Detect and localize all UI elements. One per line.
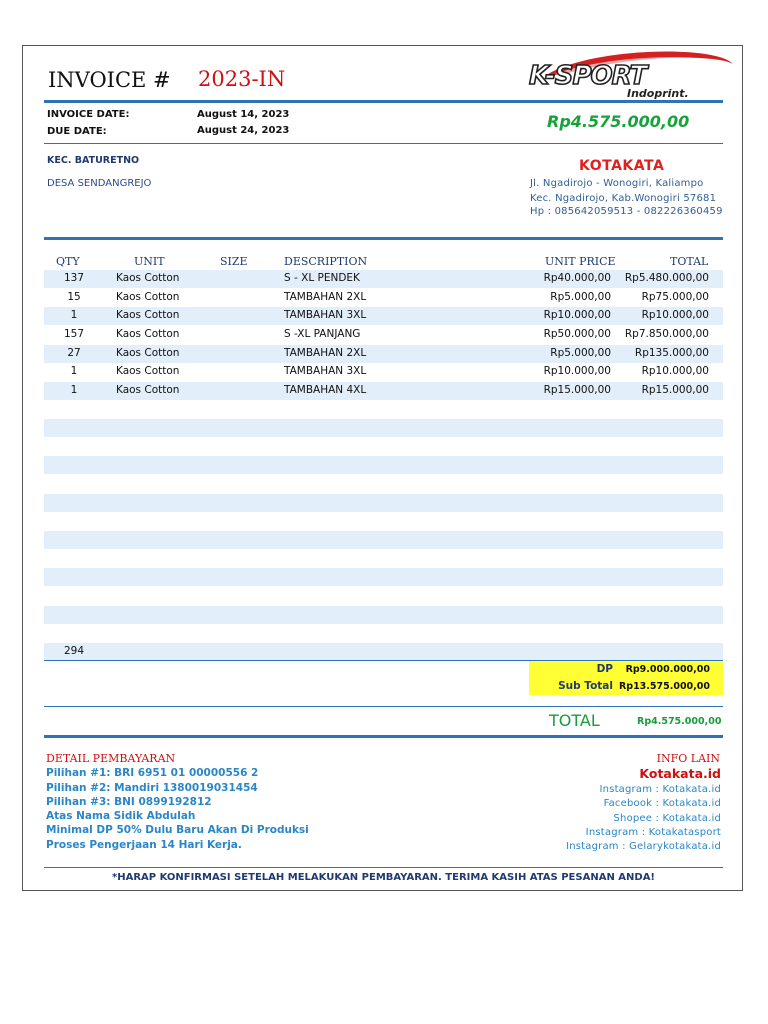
company-address-line2: Kec. Ngadirojo, Kab.Wonogiri 57681 xyxy=(530,193,717,204)
bill-to-line2: DESA SENDANGREJO xyxy=(47,178,152,189)
invoice-date-label: INVOICE DATE: xyxy=(47,109,130,120)
row-unit-price: Rp10.000,00 xyxy=(543,309,611,321)
subtotal-label: Sub Total xyxy=(558,680,613,692)
empty-table-row xyxy=(44,606,723,624)
dp-label: DP xyxy=(596,663,613,675)
table-row xyxy=(44,326,723,344)
due-date-label: DUE DATE: xyxy=(47,126,107,137)
dp-value: Rp9.000.000,00 xyxy=(625,664,710,675)
info-facebook: Facebook : Kotakata.id xyxy=(603,798,721,809)
total-bottom-rule xyxy=(44,735,723,738)
subtotal-row xyxy=(529,678,723,695)
row-unit: Kaos Cotton xyxy=(116,347,180,359)
account-name: Atas Nama Sidik Abdulah xyxy=(46,810,196,822)
empty-table-row xyxy=(44,531,723,549)
row-description: TAMBAHAN 3XL xyxy=(284,309,367,321)
row-description: TAMBAHAN 2XL xyxy=(284,291,367,303)
invoice-title: INVOICE # xyxy=(48,68,171,92)
row-total: Rp5.480.000,00 xyxy=(624,272,709,284)
subtotal-value: Rp13.575.000,00 xyxy=(618,681,710,692)
total-value: Rp4.575.000,00 xyxy=(637,716,722,727)
row-qty: 1 xyxy=(70,309,78,321)
table-row xyxy=(44,363,723,381)
empty-table-row xyxy=(44,568,723,586)
total-top-rule xyxy=(44,706,723,707)
row-total: Rp75.000,00 xyxy=(641,291,709,303)
col-header-qty: QTY xyxy=(56,255,80,268)
company-phone: Hp : 085642059513 - 082226360459 xyxy=(530,206,723,217)
row-description: TAMBAHAN 3XL xyxy=(284,365,367,377)
row-description: TAMBAHAN 2XL xyxy=(284,347,367,359)
company-logo xyxy=(525,50,737,100)
row-total: Rp10.000,00 xyxy=(641,365,709,377)
info-website: Kotakata.id xyxy=(639,766,721,781)
col-header-description: DESCRIPTION xyxy=(284,255,368,268)
dp-row xyxy=(529,661,723,678)
row-qty: 1 xyxy=(70,384,78,396)
minimum-dp-note: Minimal DP 50% Dulu Baru Akan Di Produksi xyxy=(46,824,309,836)
row-unit-price: Rp50.000,00 xyxy=(543,328,611,340)
table-row xyxy=(44,270,723,288)
table-top-divider xyxy=(44,237,723,240)
empty-table-row xyxy=(44,494,723,512)
row-unit: Kaos Cotton xyxy=(116,365,180,377)
due-date-value: August 24, 2023 xyxy=(197,125,290,136)
info-shopee: Shopee : Kotakata.id xyxy=(613,813,721,824)
payment-option-2: Pilihan #2: Mandiri 1380019031454 xyxy=(46,782,258,794)
col-header-total: TOTAL xyxy=(670,255,709,268)
invoice-sheet xyxy=(22,45,743,891)
info-instagram-gelary: Instagram : Gelarykotakata.id xyxy=(566,841,721,852)
row-total: Rp10.000,00 xyxy=(641,309,709,321)
footer-rule xyxy=(44,867,723,868)
row-qty: 27 xyxy=(67,347,81,359)
svg-text:Indoprint.: Indoprint. xyxy=(627,87,689,100)
table-row xyxy=(44,382,723,400)
row-description: TAMBAHAN 4XL xyxy=(284,384,367,396)
empty-table-row xyxy=(44,456,723,474)
row-qty: 137 xyxy=(63,272,85,284)
row-unit-price: Rp5.000,00 xyxy=(550,347,611,359)
invoice-date-value: August 14, 2023 xyxy=(197,109,290,120)
row-unit-price: Rp40.000,00 xyxy=(543,272,611,284)
row-unit-price: Rp5.000,00 xyxy=(550,291,611,303)
row-description: S -XL PANJANG xyxy=(284,328,361,340)
row-qty: 157 xyxy=(63,328,85,340)
info-instagram-kotakata: Instagram : Kotakata.id xyxy=(599,784,721,795)
qty-sum-row xyxy=(44,643,723,661)
processing-time-note: Proses Pengerjaan 14 Hari Kerja. xyxy=(46,839,242,851)
col-header-size: SIZE xyxy=(220,255,248,268)
row-unit: Kaos Cotton xyxy=(116,328,180,340)
empty-table-row xyxy=(44,419,723,437)
invoice-number: 2023-IN xyxy=(198,67,286,91)
logo-swoosh-graphic xyxy=(525,50,737,100)
row-qty: 1 xyxy=(70,365,78,377)
row-unit: Kaos Cotton xyxy=(116,291,180,303)
table-row xyxy=(44,289,723,307)
bill-to-line1: KEC. BATURETNO xyxy=(47,155,140,164)
row-unit: Kaos Cotton xyxy=(116,272,180,284)
row-unit: Kaos Cotton xyxy=(116,384,180,396)
company-address-line1: Jl. Ngadirojo - Wonogiri, Kaliampo xyxy=(530,178,704,189)
row-description: S - XL PENDEK xyxy=(284,272,360,284)
row-unit-price: Rp15.000,00 xyxy=(543,384,611,396)
header-divider xyxy=(44,100,723,103)
amount-due: Rp4.575.000,00 xyxy=(547,112,690,131)
col-header-unit: UNIT xyxy=(134,255,165,268)
row-unit-price: Rp10.000,00 xyxy=(543,365,611,377)
info-instagram-sport: Instagram : Kotakatasport xyxy=(585,827,721,838)
row-total: Rp135.000,00 xyxy=(634,347,709,359)
table-row xyxy=(44,307,723,325)
company-name: KOTAKATA xyxy=(579,158,665,174)
dates-divider xyxy=(44,143,723,144)
payment-option-3: Pilihan #3: BNI 0899192812 xyxy=(46,796,212,808)
table-row xyxy=(44,345,723,363)
footer-note: *HARAP KONFIRMASI SETELAH MELAKUKAN PEMBAYARAN. TERIMA KASIH ATAS PESANAN ANDA! xyxy=(111,872,655,883)
row-unit: Kaos Cotton xyxy=(116,309,180,321)
payment-option-1: Pilihan #1: BRI 6951 01 00000556 2 xyxy=(46,767,259,779)
row-total: Rp15.000,00 xyxy=(641,384,709,396)
qty-sum: 294 xyxy=(63,645,85,657)
info-heading: INFO LAIN xyxy=(656,752,720,765)
col-header-unit-price: UNIT PRICE xyxy=(545,255,616,268)
total-label: TOTAL xyxy=(549,711,600,730)
row-total: Rp7.850.000,00 xyxy=(624,328,709,340)
row-qty: 15 xyxy=(67,291,81,303)
payment-heading: DETAIL PEMBAYARAN xyxy=(46,752,176,765)
svg-text:K-SPORT: K-SPORT xyxy=(529,61,647,91)
